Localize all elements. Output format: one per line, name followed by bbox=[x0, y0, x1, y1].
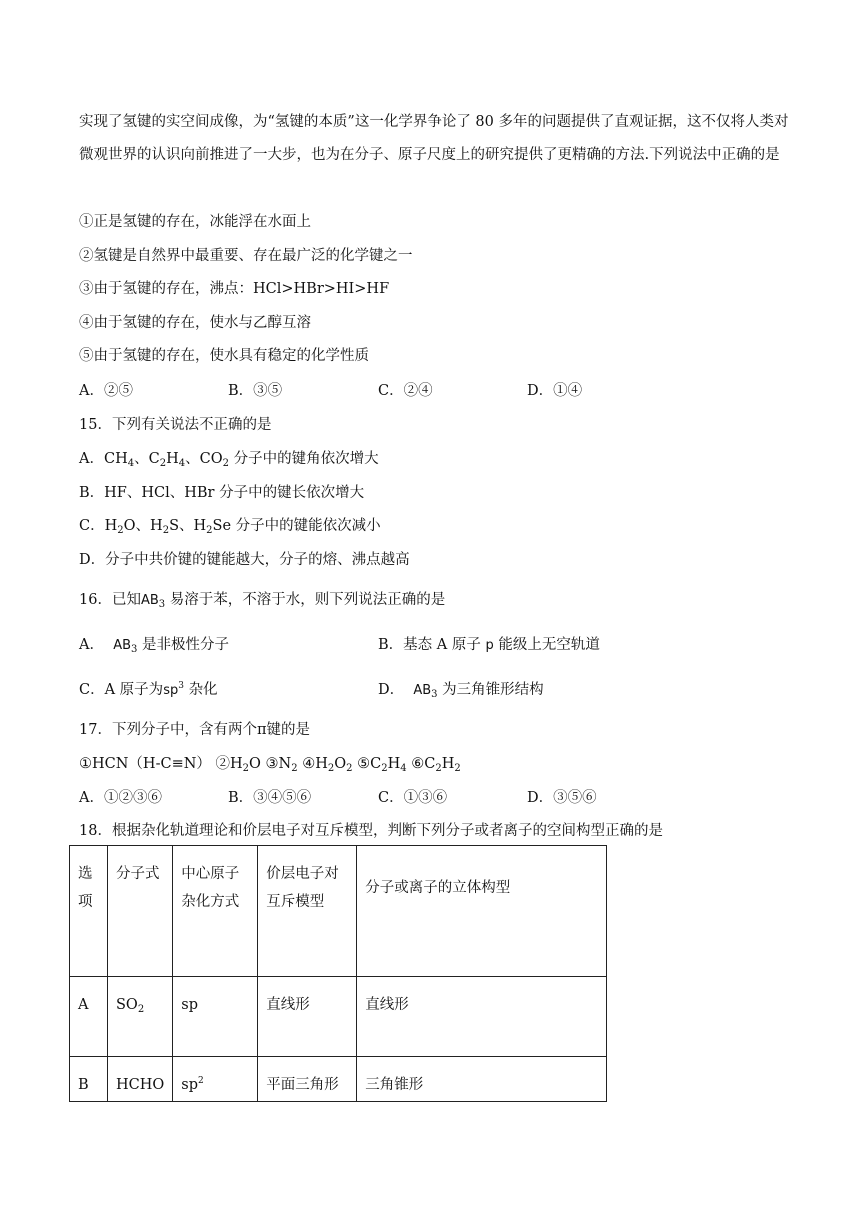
q16-option-d bbox=[378, 680, 544, 701]
q15-option-a-text: 分子中的键角依次增大 bbox=[233, 451, 379, 467]
q15-option-d: D．分子中共价键的键能越大，分子的熔、沸点越高 bbox=[79, 552, 410, 568]
q16-option-b-p: p bbox=[485, 638, 494, 653]
q16-stem bbox=[79, 590, 445, 611]
header-option: 选项 bbox=[70, 846, 108, 977]
q16-option-a-formula: AB bbox=[113, 638, 132, 653]
q15-option-c: C．$H_2O$、$H_2S$、$H_2Se$ 分子中的键能依次减小 bbox=[79, 518, 381, 536]
row-a-shape: 直线形 bbox=[357, 977, 607, 1057]
q17-option-c: C．①③⑥ bbox=[378, 790, 448, 806]
q16-option-c-prefix: C．A 原子为 bbox=[79, 682, 164, 698]
q16-option-a bbox=[79, 635, 229, 656]
q16-option-c-suffix: 杂化 bbox=[188, 682, 218, 698]
q17-option-d: D．③⑤⑥ bbox=[527, 790, 597, 806]
q18-table bbox=[69, 845, 607, 1102]
q14-statement-5: ⑤由于氢键的存在，使水具有稳定的化学性质 bbox=[79, 348, 369, 364]
q16-option-c-sp: sp bbox=[163, 683, 179, 698]
q15-option-c-text: 分子中的键能依次减小 bbox=[235, 518, 381, 534]
row-b-formula: HCHO bbox=[108, 1057, 173, 1102]
q16-stem-formula: AB bbox=[140, 593, 159, 608]
q17-option-b: B．③④⑤⑥ bbox=[228, 790, 312, 806]
q15-option-a: A．$CH_4$、$C_2H_4$、$CO_2$ 分子中的键角依次增大 bbox=[79, 451, 379, 469]
q15-option-b: B．HF、HCl、HBr 分子中的键长依次增大 bbox=[79, 485, 365, 501]
q14-option-d: D．①④ bbox=[527, 383, 583, 399]
q16-option-d-text: 为三角锥形结构 bbox=[442, 682, 544, 698]
intro-paragraph: 实现了氢键的实空间成像，为“氢键的本质”这一化学界争论了 80 多年的问题提供了直观证据，这不仅将人类对微观世界的认识向前推进了一大步，也为在分子、原子尺度上的研究提供了更精确的方法.下列说法中正确的是 bbox=[79, 114, 789, 163]
table-row bbox=[70, 977, 607, 1057]
q16-stem-prefix: 16．已知 bbox=[79, 592, 141, 608]
q14-option-b: B．③⑤ bbox=[228, 383, 283, 399]
q15-option-a-label: A． bbox=[79, 451, 104, 467]
row-b-hybridization: $sp^2$ bbox=[173, 1057, 258, 1102]
q14-statement-4: ④由于氢键的存在，使水与乙醇互溶 bbox=[79, 315, 311, 331]
row-a-formula: $SO_2$ bbox=[108, 977, 173, 1057]
q18-stem: 18．根据杂化轨道理论和价层电子对互斥模型，判断下列分子或者离子的空间构型正确的是 bbox=[79, 823, 663, 839]
q17-molecule-list: ①HCN（H-C≡N） $②H_2O$ $③N_2$ $④H_2O_2$ $⑤C_2H_4$ $⑥C_2H_2$ bbox=[79, 756, 461, 774]
q14-statement-1: ①正是氢键的存在，冰能浮在水面上 bbox=[79, 214, 311, 230]
table-row bbox=[70, 1057, 607, 1102]
header-formula: 分子式 bbox=[108, 846, 173, 977]
q16-option-a-text: 是非极性分子 bbox=[142, 637, 229, 653]
q15-option-c-label: C． bbox=[79, 518, 105, 534]
q14-statement-2: ②氢键是自然界中最重要、存在最广泛的化学键之一 bbox=[79, 248, 413, 264]
q17-option-a: A．①②③⑥ bbox=[79, 790, 162, 806]
row-b-vsepr: 平面三角形 bbox=[258, 1057, 357, 1102]
q16-stem-suffix: 易溶于苯，不溶于水，则下列说法正确的是 bbox=[169, 592, 446, 608]
header-shape: 分子或离子的立体构型 bbox=[357, 846, 607, 977]
q16-option-a-label: A． bbox=[79, 637, 104, 653]
header-vsepr: 价层电子对互斥模型 bbox=[258, 846, 357, 977]
q14-statement-3: ③由于氢键的存在，沸点：HCl>HBr>HI>HF bbox=[79, 281, 390, 297]
q15-stem: 15．下列有关说法不正确的是 bbox=[79, 417, 272, 433]
q16-option-b bbox=[378, 635, 600, 656]
q14-option-a: A．②⑤ bbox=[79, 383, 133, 399]
q16-option-b-prefix: B．基态 A 原子 bbox=[378, 637, 481, 653]
row-a-vsepr: 直线形 bbox=[258, 977, 357, 1057]
row-a-option: A bbox=[70, 977, 108, 1057]
q16-option-a-sub: 3 bbox=[131, 644, 138, 655]
row-a-hybridization: sp bbox=[173, 977, 258, 1057]
q17-stem: 17．下列分子中，含有两个π键的是 bbox=[79, 722, 310, 738]
q14-option-c: C．②④ bbox=[378, 383, 433, 399]
q16-option-d-label: D． bbox=[378, 682, 405, 698]
table-header-row bbox=[70, 846, 607, 977]
row-b-option: B bbox=[70, 1057, 108, 1102]
q16-option-d-formula: AB bbox=[413, 683, 432, 698]
q16-stem-sub: 3 bbox=[158, 599, 166, 610]
q16-option-d-sub: 3 bbox=[431, 689, 438, 700]
q16-option-c-sup: 3 bbox=[178, 681, 184, 691]
row-b-shape: 三角锥形 bbox=[357, 1057, 607, 1102]
q17-list-prefix: ①HCN（H-C≡N） ②H bbox=[79, 756, 243, 772]
q16-option-c bbox=[79, 680, 218, 701]
header-hybridization: 中心原子杂化方式 bbox=[173, 846, 258, 977]
q16-option-b-suffix: 能级上无空轨道 bbox=[498, 637, 600, 653]
